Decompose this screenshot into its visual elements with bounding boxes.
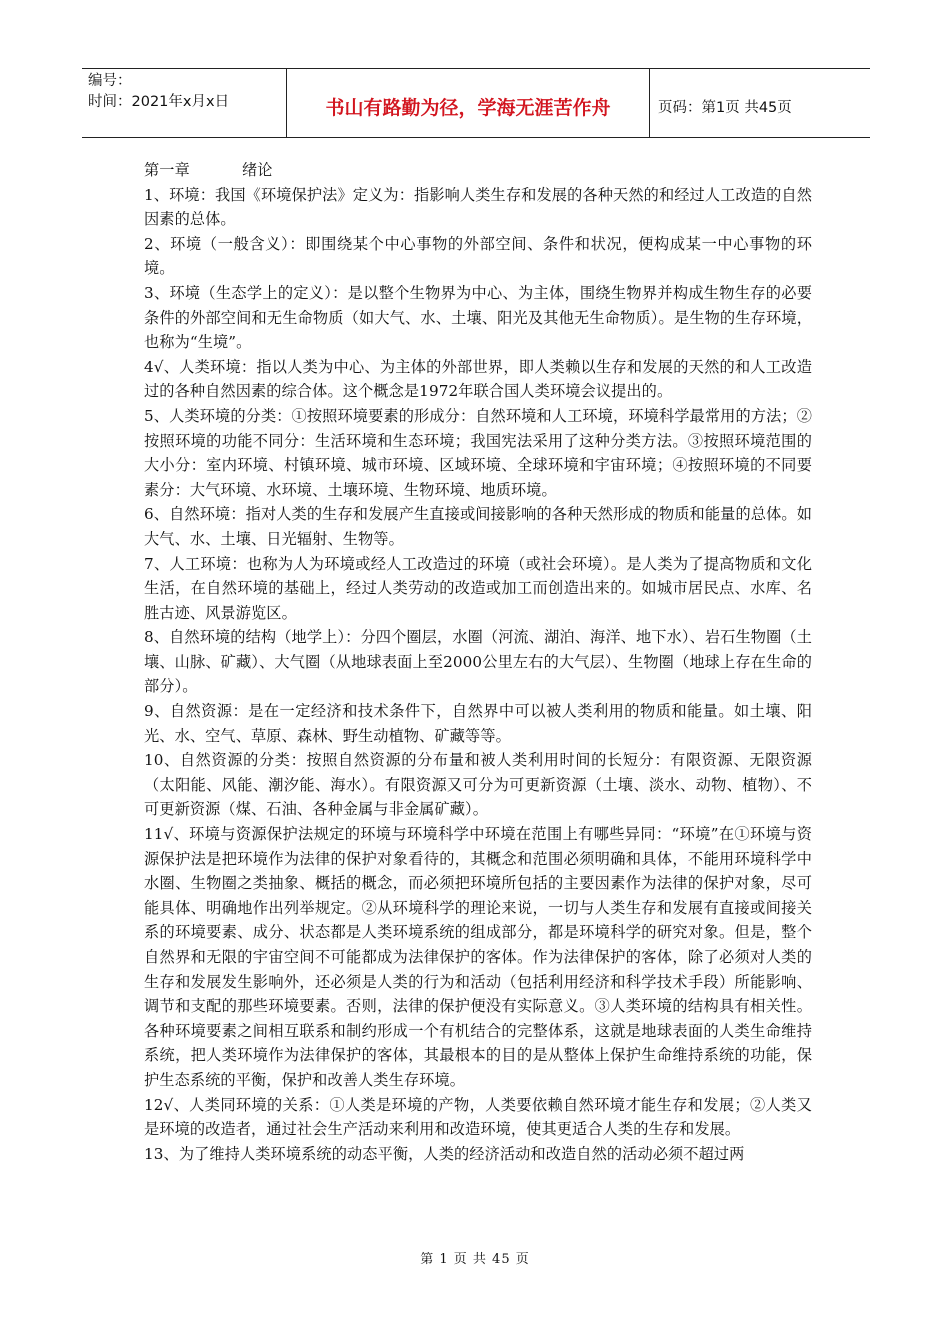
paragraph: 2、环境（一般含义）：即围绕某个中心事物的外部空间、条件和状况，便构成某一中心事物的环境。 — [144, 234, 812, 278]
header-page-info: 页码：第1页 共45页 — [658, 99, 792, 116]
header-motto: 书山有路勤为径，学海无涯苦作舟 — [287, 69, 650, 137]
paragraph: 12√、人类同环境的关系：①人类是环境的产物，人类要依赖自然环境才能生存和发展；②人类又是环境的改造者，通过社会生产活动来利用和改造环境，使其更适合人类的生存和发展。 — [144, 1095, 812, 1139]
document-number-label: 编号： — [88, 73, 132, 89]
paragraph: 1、环境：我国《环境保护法》定义为：指影响人类生存和发展的各种天然的和经过人工改造的自然因素的总体。 — [144, 185, 812, 229]
paragraph: 7、人工环境：也称为人为环境或经人工改造过的环境（或社会环境）。是人类为了提高物质和文化生活，在自然环境的基础上，经过人类劳动的改造或加工而创造出来的。如城市居民点、水库、名胜古迹、风景游览区。 — [144, 554, 812, 622]
paragraph: 3、环境（生态学上的定义）：是以整个生物界为中心、为主体，围绕生物界并构成生物生存的必要条件的外部空间和无生命物质（如大气、水、土壤、阳光及其他无生命物质）。是生物的生存环境，也称为“生境”。 — [144, 283, 812, 352]
paragraph: 9、自然资源：是在一定经济和技术条件下，自然界中可以被人类利用的物质和能量。如土壤、阳光、水、空气、草原、森林、野生动植物、矿藏等等。 — [144, 702, 812, 745]
paragraph: 10、自然资源的分类：按照自然资源的分布量和被人类利用时间的长短分：有限资源、无限资源（太阳能、风能、潮汐能、海水）。有限资源又可分为可更新资源（土壤、淡水、动物、植物）、不可更新资源（煤、石油、各种金属与非金属矿藏）。 — [144, 751, 812, 819]
page-footer: 第 1 页 共 45 页 — [420, 1252, 530, 1267]
paragraph: 11√、环境与资源保护法规定的环境与环境科学中环境在范围上有哪些异同：“环境”在①环境与资源保护法是把环境作为法律的保护对象看待的，其概念和范围必须明确和具体，不能用环境科学中水圈、生物圈之类抽象、概括的概念，而必须把环境所包括的主要因素作为法律的保护对象，尽可能具体、明确地作出列举规定。②从环境科学的理论来说，一切与人类生存和发展有直接或间接关系的环境要素、成分、状态都是人类环境系统的组成部分，都是环境科学的研究对象。但是，整个自然界和无限的宇宙空间不可能都成为法律保护的客体。作为法律保护的客体，除了必须对人类的生存和发展发生影响外，还必须是人类的行为和活动（包括利用经济和科学技术手段）所能影响、调节和支配的那些环境要素。否则，法律的保护便没有实际意义。③人类环境的结构具有相关性。各种环境要素之间相互联系和制约形成一个有机结合的完整体系，这就是地球表面的人类生命维持系统，把人类环境作为法律保护的客体，其最根本的目的是从整体上保护生命维持系统的功能，保护生态系统的平衡，保护和改善人类生存环境。 — [144, 825, 813, 1089]
header-meta — [82, 69, 287, 137]
document-date-label: 时间：2021年x月x日 — [88, 94, 230, 110]
page-header — [82, 68, 870, 138]
paragraph: 5、人类环境的分类：①按照环境要素的形成分：自然环境和人工环境，环境科学最常用的方法；②按照环境的功能不同分：生活环境和生态环境；我国宪法采用了这种分类方法。③按照环境范围的大小分：室内环境、村镇环境、城市环境、区域环境、全球环境和宇宙环境；④按照环境的不同要素分：大气环境、水环境、土壤环境、生物环境、地质环境。 — [144, 406, 812, 499]
paragraph: 4√、人类环境：指以人类为中心、为主体的外部世界，即人类赖以生存和发展的天然的和人工改造过的各种自然因素的综合体。这个概念是1972年联合国人类环境会议提出的。 — [144, 357, 812, 401]
chapter-number: 第一章 — [144, 161, 190, 179]
document-body — [144, 158, 812, 1166]
paragraph: 6、自然环境：指对人类的生存和发展产生直接或间接影响的各种天然形成的物质和能量的总体。如大气、水、土壤、日光辐射、生物等。 — [144, 505, 812, 548]
chapter-title: 绪论 — [242, 161, 273, 179]
paragraph: 13、为了维持人类环境系统的动态平衡，人类的经济活动和改造自然的活动必须不超过两 — [144, 1144, 745, 1163]
chapter-heading — [144, 158, 812, 183]
paragraph: 8、自然环境的结构（地学上）：分四个圈层，水圈（河流、湖泊、海洋、地下水）、岩石生物圈（土壤、山脉、矿藏）、大气圈（从地球表面上至2000公里左右的大气层）、生物圈（地球上存在生命的部分）。 — [144, 628, 812, 696]
